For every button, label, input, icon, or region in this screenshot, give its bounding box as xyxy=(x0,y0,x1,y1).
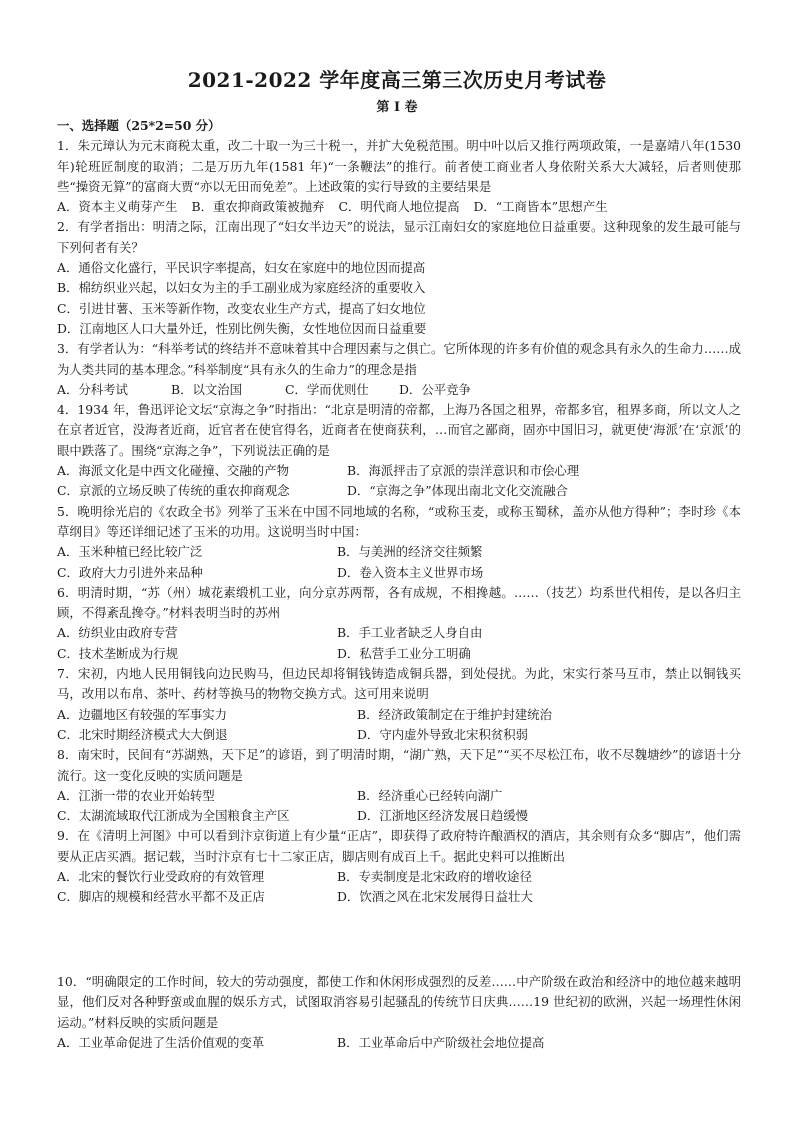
option-d[interactable]: D．公平竞争 xyxy=(399,381,471,397)
options-row xyxy=(57,887,741,907)
question-stem: 4．1934 年，鲁迅评论文坛“京海之争”时指出：“北京是明清的帝都，上海乃各国之租界，帝都多官，租界多商，所以文人之在京者近官，没海者近商，近官者在使官得名，近商者在使商获利，…而官之鄙商，固亦中国旧习，就更使‘海派’在‘京派’的眼中跌落了。围绕“京海之争”，下列说法正确的是 xyxy=(57,402,741,458)
option-d[interactable]: D．私营手工业分工明确 xyxy=(337,645,471,661)
options-row xyxy=(57,705,741,725)
option-c[interactable]: C．明代商人地位提高 xyxy=(338,199,460,215)
section-heading: 一、选择题（25*2=50 分） xyxy=(57,118,221,133)
option-a[interactable]: A．海派文化是中西文化碰撞、交融的产物 xyxy=(57,463,289,479)
option-a[interactable]: A．工业革命促进了生活价值观的变革 xyxy=(57,1034,265,1050)
question-stem: 2．有学者指出：明清之际，江南出现了“妇女半边天”的说法，显示江南妇女的家庭地位日益重要。这种现象的发生最可能与下列何者有关？ xyxy=(57,219,741,255)
option-d[interactable]: D．饮酒之风在北宋发展得日益壮大 xyxy=(337,889,533,905)
options-row xyxy=(57,563,741,583)
page-title: 2021-2022 学年度高三第三次历史月考试卷 xyxy=(187,68,607,92)
option-c[interactable]: C．政府大力引进外来品种 xyxy=(57,564,203,580)
options-row xyxy=(57,461,741,481)
options-row xyxy=(57,623,741,643)
option-a[interactable]: A．资本主义萌芽产生 xyxy=(57,199,178,215)
option-b[interactable]: B．棉纺织业兴起，以妇女为主的手工副业成为家庭经济的重要收入 xyxy=(57,280,426,296)
option-c[interactable]: C．引进甘薯、玉米等新作物，改变农业生产方式，提高了妇女地位 xyxy=(57,300,426,316)
option-d[interactable]: D．卷入资本主义世界市场 xyxy=(337,564,484,580)
question-6 xyxy=(57,583,741,664)
option-b[interactable]: B．海派抨击了京派的崇洋意识和市侩心理 xyxy=(347,463,580,479)
options-row xyxy=(57,806,741,826)
question-stem: 5．晚明徐光启的《农政全书》列举了玉米在中国不同地域的名称，“或称玉麦，或称玉蜀秫，盖亦从他方得种”；李时珍《本草纲目》等还详细记述了玉米的功用。这说明当时中国： xyxy=(57,503,741,539)
option-b[interactable]: B．经济政策制定在于维护封建统治 xyxy=(357,706,552,722)
option-b[interactable]: B．工业革命后中产阶级社会地位提高 xyxy=(337,1034,545,1050)
option-a[interactable]: A．分科考试 xyxy=(57,381,128,397)
option-c[interactable]: C．京派的立场反映了传统的重农抑商观念 xyxy=(57,483,290,499)
question-4 xyxy=(57,400,741,501)
options-row xyxy=(57,867,741,887)
question-7 xyxy=(57,664,741,745)
options-row xyxy=(57,725,741,745)
options-row xyxy=(57,481,741,501)
question-5 xyxy=(57,502,741,583)
question-stem: 9．在《清明上河图》中可以看到汴京街道上有少量“正店”，即获得了政府特许酿酒权的酒店，其余则有众多“脚店”，他们需要从正店买酒。据记载，当时汴京有七十二家正店，脚店则有成百上千。据此史料可以推断出 xyxy=(57,828,741,864)
question-stem: 3．有学者认为：“科举考试的终结并不意味着其中合理因素与之俱亡。它所体现的许多有价值的观念具有永久的生命力……成为人类共同的基本理念。”科举制度“具有永久的生命力”的理念是指 xyxy=(57,341,741,377)
option-a[interactable]: A．纺织业由政府专营 xyxy=(57,625,178,641)
option-a[interactable]: A．北宋的餐饮行业受政府的有效管理 xyxy=(57,868,265,884)
question-9 xyxy=(57,826,741,907)
options-row xyxy=(57,1033,741,1053)
option-b[interactable]: B．以文治国 xyxy=(171,381,243,397)
options-row xyxy=(57,644,741,664)
option-b[interactable]: B．手工业者缺乏人身自由 xyxy=(337,625,483,641)
question-3 xyxy=(57,339,741,400)
question-stem: 10．“明确限定的工作时间，较大的劳动强度，都使工作和休闲形成强烈的反差……中产阶级在政治和经济中的地位越来越明显，他们反对各种野蛮或血腥的娱乐方式，试图取消容易引起骚乱的传统节日庆典……19 世纪初的欧洲，兴起一场理性休闲运动。”材料反映的实质问题是 xyxy=(57,974,741,1030)
option-c[interactable]: C．学而优则仕 xyxy=(285,381,369,397)
option-a[interactable]: A．通俗文化盛行，平民识字率提高，妇女在家庭中的地位因而提高 xyxy=(57,260,426,276)
option-d[interactable]: D．“京海之争”体现出南北文化交流融合 xyxy=(347,483,568,499)
question-stem: 6．明清时期，“苏（州）城花素缎机工业，向分京苏两帮，各有成规，不相搀越。……（技艺）均系世代相传，是以各归主顾，不得紊乱搀夺。”材料表明当时的苏州 xyxy=(57,584,741,621)
option-a[interactable]: A．江浙一带的农业开始转型 xyxy=(57,787,215,803)
option-d[interactable]: D．江南地区人口大量外迁，性别比例失衡，女性地位因而日益重要 xyxy=(57,320,427,336)
question-10 xyxy=(57,972,741,1053)
question-stem: 8．南宋时，民间有“苏湖熟，天下足”的谚语，到了明清时期，“湖广熟，天下足”“买不尽松江布，收不尽魏塘纱”的谚语十分流行。这一变化反映的实质问题是 xyxy=(57,747,741,783)
option-b[interactable]: B．经济重心已经转向湖广 xyxy=(357,787,503,803)
question-8 xyxy=(57,745,741,826)
option-d[interactable]: D．“工商皆本”思想产生 xyxy=(473,199,608,215)
options-row xyxy=(57,786,741,806)
questions-block xyxy=(57,116,741,908)
option-c[interactable]: C．北宋时期经济模式大大倒退 xyxy=(57,726,228,742)
option-d[interactable]: D．守内虚外导致北宋积贫积弱 xyxy=(357,726,529,742)
option-d[interactable]: D．江浙地区经济发展日趋缓慢 xyxy=(357,808,529,824)
question-2 xyxy=(57,217,741,339)
option-a[interactable]: A．玉米种植已经比较广泛 xyxy=(57,544,203,560)
options-row xyxy=(57,380,741,400)
option-c[interactable]: C．太湖流域取代江浙成为全国粮食主产区 xyxy=(57,808,290,824)
question-1 xyxy=(57,136,741,217)
options-row xyxy=(57,542,741,562)
options-row xyxy=(57,197,741,217)
question-stem: 7．宋初，内地人民用铜钱向边民购马，但边民却将铜钱铸造成铜兵器，到处侵扰。为此，宋实行茶马互市，禁止以铜钱买马，改用以布帛、茶叶、药材等换马的物物交换方式。这可用来说明 xyxy=(57,666,741,702)
question-stem: 1．朱元璋认为元末商税太重，改二十取一为三十税一，并扩大免税范围。明中叶以后又推行两项政策，一是嘉靖八年(1530 年)轮班匠制度的取消；二是万历九年(1581 年)“一条鞭法”的推行。前者使工商业者人身依附关系大大减轻，后者则使那些“操资无算”的富商大贾“亦以无田而免差”。上述政策的实行导致的主要结果是 xyxy=(57,138,741,194)
part-label: 第 I 卷 xyxy=(376,100,418,115)
option-c[interactable]: C．脚店的规模和经营水平都不及正店 xyxy=(57,889,265,905)
option-b[interactable]: B．重农抑商政策被抛弃 xyxy=(191,199,325,215)
option-a[interactable]: A．边疆地区有较强的军事实力 xyxy=(57,706,228,722)
option-b[interactable]: B．专卖制度是北宋政府的增收途径 xyxy=(337,868,532,884)
option-b[interactable]: B．与美洲的经济交往频繁 xyxy=(337,544,483,560)
option-c[interactable]: C．技术垄断成为行规 xyxy=(57,645,178,661)
